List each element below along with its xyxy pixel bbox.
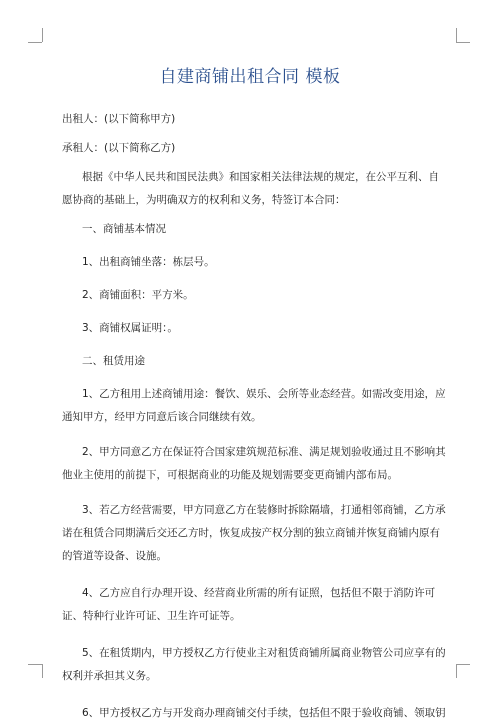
clause-paragraph: 2、商铺面积：平方米。: [82, 289, 194, 301]
lessee-line: 承租人：(以下简称乙方): [62, 142, 176, 154]
document-title: 自建商铺出租合同 模板: [159, 67, 341, 87]
document-body: [62, 108, 448, 725]
clause-paragraph: 1、出租商铺坐落：栋层号。: [82, 256, 215, 268]
clause-paragraph: 3、若乙方经营需要，甲方同意乙方在装修时拆除隔墙，打通相邻商铺，乙方承诺在租赁合同期满后交还乙方时，恢复成按产权分割的独立商铺并恢复商铺内原有的管道等设备、设施。: [62, 504, 446, 562]
clause-paragraph: 2、甲方同意乙方在保证符合国家建筑规范标准、满足规划验收通过且不影响其他业主使用的前提下，可根据商业的功能及规划需要变更商铺内部布局。: [62, 446, 446, 481]
clause-paragraph: 4、乙方应自行办理开设、经营商业所需的所有证照，包括但不限于消防许可证、特种行业许可证、卫生许可证等。: [62, 587, 436, 622]
section-heading: 一、商铺基本情况: [82, 223, 166, 235]
lessor-line: 出租人：(以下简称甲方): [62, 113, 176, 125]
clause-paragraph: 1、乙方租用上述商铺用途：餐饮、娱乐、会所等业态经营。如需改变用途，应通知甲方，经甲方同意后该合同继续有效。: [62, 388, 446, 423]
clause-paragraph: 5、在租赁期内，甲方授权乙方行使业主对租赁商铺所属商业物管公司应享有的权利并承担其义务。: [62, 647, 446, 682]
section-heading: 二、租赁用途: [82, 355, 145, 367]
clause-paragraph: 6、甲方授权乙方与开发商办理商铺交付手续，包括但不限于验收商铺、领取钥: [82, 707, 446, 719]
preamble-paragraph: 根据《中华人民共和国民法典》和国家相关法律法规的规定，在公平互利、自愿协商的基础上，为明确双方的权利和义务，特签订本合同：: [62, 171, 439, 206]
clause-paragraph: 3、商铺权属证明：。: [82, 322, 178, 334]
